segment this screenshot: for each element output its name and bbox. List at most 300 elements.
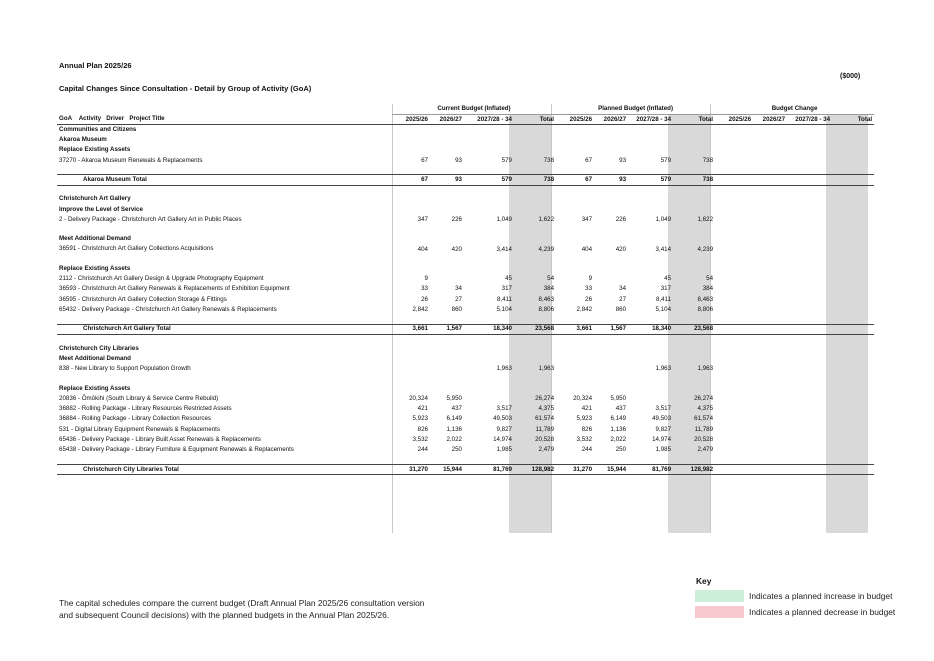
- current-value-cell: 420: [451, 245, 462, 253]
- change-value-cell: [787, 305, 832, 315]
- driver-row: [57, 204, 874, 214]
- planned-value-cell: 67: [556, 175, 594, 185]
- change-value-cell: [787, 234, 832, 244]
- planned-value-cell: 421: [581, 405, 593, 413]
- current-value-cell: 384: [543, 285, 555, 293]
- current-value-cell: [464, 394, 514, 404]
- current-value-cell: [514, 145, 556, 155]
- project-row: [57, 394, 874, 404]
- current-value-cell: [430, 125, 464, 135]
- change-value-cell: [787, 135, 832, 145]
- current-value-cell: 826: [417, 425, 428, 433]
- decrease-swatch: [695, 606, 744, 618]
- planned-value-cell: 250: [615, 446, 627, 454]
- key-item-decrease-label: Indicates a planned decrease in budget: [749, 607, 896, 617]
- current-value-cell: [392, 354, 430, 364]
- planned-value-cell: 347: [581, 215, 593, 223]
- change-value-cell: [787, 404, 832, 414]
- planned-value-cell: 27: [619, 295, 627, 303]
- change-value-cell: [753, 155, 787, 165]
- spacer-row: [57, 255, 874, 264]
- change-value-cell: [715, 215, 753, 225]
- change-value-cell: [715, 284, 753, 294]
- change-value-cell: [832, 305, 874, 315]
- planned-value-cell: 54: [706, 275, 714, 283]
- current-value-cell: 579: [464, 175, 514, 185]
- planned-value-cell: 384: [702, 285, 714, 293]
- change-value-cell: [832, 234, 874, 244]
- planned-value-cell: [673, 145, 715, 155]
- spacer-cell: [57, 185, 874, 194]
- planned-value-cell: [556, 264, 594, 274]
- key-item-increase: [695, 590, 892, 602]
- key-item-decrease: [695, 606, 895, 618]
- current-value-cell: [514, 135, 556, 145]
- planned-value-cell: [594, 354, 628, 364]
- spacer-cell: [57, 315, 874, 324]
- current-value-cell: 738: [543, 156, 555, 164]
- current-value-cell: [430, 383, 464, 393]
- change-value-cell: [753, 445, 787, 455]
- change-value-cell: [715, 414, 753, 424]
- goa-label: Communities and Citizens: [59, 126, 137, 134]
- change-value-cell: [753, 135, 787, 145]
- planned-value-cell: [556, 354, 594, 364]
- current-value-cell: 67: [421, 156, 428, 164]
- change-value-cell: [715, 204, 753, 214]
- current-value-cell: [464, 264, 514, 274]
- current-value-cell: 20,324: [409, 394, 428, 402]
- change-value-cell: [832, 194, 874, 204]
- current-value-cell: [464, 234, 514, 244]
- current-value-cell: [392, 383, 430, 393]
- project-label: 65436 - Delivery Package - Library Built Asset Renewals & Replacements: [59, 435, 261, 443]
- current-value-cell: 579: [501, 156, 512, 164]
- project-row: [57, 445, 874, 455]
- change-value-cell: [715, 324, 753, 334]
- column-header-change-total: Total: [832, 114, 874, 124]
- driver-row: [57, 234, 874, 244]
- current-value-cell: 6,149: [446, 415, 462, 423]
- footnote: [59, 597, 424, 621]
- planned-value-cell: 738: [702, 156, 714, 164]
- change-value-cell: [753, 383, 787, 393]
- planned-value-cell: 9: [588, 275, 593, 283]
- change-value-cell: [715, 234, 753, 244]
- current-value-cell: [430, 145, 464, 155]
- project-row: [57, 215, 874, 225]
- header-blank: [57, 104, 392, 114]
- planned-value-cell: 1,963: [697, 365, 714, 373]
- planned-value-cell: 8,806: [697, 306, 714, 314]
- planned-value-cell: [628, 394, 673, 404]
- current-value-cell: 1,622: [538, 215, 555, 223]
- spacer-cell: [57, 166, 874, 175]
- planned-value-cell: 244: [581, 446, 593, 454]
- change-value-cell: [832, 244, 874, 254]
- change-value-cell: [787, 264, 832, 274]
- planned-value-cell: 579: [660, 156, 672, 164]
- current-value-cell: 54: [547, 275, 555, 283]
- current-value-cell: 27: [455, 295, 462, 303]
- current-value-cell: 8,463: [538, 295, 555, 303]
- change-value-cell: [715, 354, 753, 364]
- spacer-cell: [57, 334, 874, 343]
- spacer-row: [57, 225, 874, 234]
- current-value-cell: 437: [451, 405, 462, 413]
- change-value-cell: [753, 354, 787, 364]
- total-row: [57, 324, 874, 334]
- current-value-cell: 3,517: [496, 405, 512, 413]
- planned-value-cell: 15,944: [594, 464, 628, 474]
- planned-value-cell: 5,950: [610, 394, 627, 402]
- planned-value-cell: 3,517: [655, 405, 672, 413]
- change-value-cell: [753, 305, 787, 315]
- current-value-cell: 347: [417, 215, 428, 223]
- current-value-cell: [392, 125, 430, 135]
- change-value-cell: [715, 435, 753, 445]
- current-value-cell: 45: [505, 275, 512, 283]
- planned-value-cell: 3,661: [556, 324, 594, 334]
- spacer-cell: [57, 255, 874, 264]
- spacer-cell: [57, 374, 874, 383]
- planned-value-cell: [594, 383, 628, 393]
- current-value-cell: 3,532: [412, 435, 428, 443]
- spacer-cell: [57, 475, 874, 484]
- project-row: [57, 155, 874, 165]
- current-value-cell: 226: [451, 215, 462, 223]
- current-value-cell: 31,270: [392, 464, 430, 474]
- change-value-cell: [715, 294, 753, 304]
- change-value-cell: [715, 404, 753, 414]
- current-value-cell: 49,503: [493, 415, 512, 423]
- planned-value-cell: [673, 234, 715, 244]
- project-row: [57, 414, 874, 424]
- column-header-planned-2027-34: 2027/28 - 34: [628, 114, 673, 124]
- planned-value-cell: 2,479: [697, 446, 714, 454]
- project-row: [57, 244, 874, 254]
- planned-value-cell: 26,274: [694, 394, 714, 402]
- change-value-cell: [787, 155, 832, 165]
- change-value-cell: [832, 175, 874, 185]
- current-value-cell: [430, 204, 464, 214]
- current-value-cell: [514, 264, 556, 274]
- change-value-cell: [787, 445, 832, 455]
- planned-value-cell: [673, 135, 715, 145]
- project-label: 36882 - Rolling Package - Library Resources Restricted Assets: [59, 404, 232, 412]
- planned-value-cell: [628, 354, 673, 364]
- planned-value-cell: 226: [615, 215, 627, 223]
- change-value-cell: [753, 424, 787, 434]
- planned-value-cell: [673, 264, 715, 274]
- change-value-cell: [715, 194, 753, 204]
- activity-label: Christchurch City Libraries: [59, 344, 139, 352]
- footnote-line-1: The capital schedules compare the current budget (Draft Annual Plan 2025/26 consultation version: [59, 598, 425, 608]
- project-label: 2112 - Christchurch Art Gallery Design & Upgrade Photography Equipment: [59, 274, 264, 282]
- planned-value-cell: [628, 194, 673, 204]
- change-value-cell: [787, 464, 832, 474]
- planned-value-cell: [556, 194, 594, 204]
- project-label: 531 - Digital Library Equipment Renewals & Replacements: [59, 425, 220, 433]
- current-value-cell: 14,974: [493, 435, 512, 443]
- planned-value-cell: [594, 145, 628, 155]
- current-value-cell: [430, 234, 464, 244]
- current-value-cell: 1,985: [496, 446, 512, 454]
- current-value-cell: 5,923: [412, 415, 428, 423]
- driver-row: [57, 383, 874, 393]
- planned-value-cell: [628, 204, 673, 214]
- planned-value-cell: 18,340: [628, 324, 673, 334]
- current-value-cell: 9,827: [496, 425, 512, 433]
- current-value-cell: [514, 194, 556, 204]
- current-value-cell: [392, 364, 430, 374]
- change-value-cell: [753, 244, 787, 254]
- goa-row: [57, 125, 874, 135]
- column-header-current-2027-34: 2027/28 - 34: [464, 114, 514, 124]
- change-value-cell: [832, 155, 874, 165]
- key-item-increase-label: Indicates a planned increase in budget: [749, 591, 893, 601]
- footnote-line-2: and subsequent Council decisions) with the planned budgets in the Annual Plan 2025/26.: [59, 610, 390, 620]
- planned-value-cell: [594, 274, 628, 284]
- current-value-cell: 860: [451, 306, 462, 314]
- current-value-cell: [430, 274, 464, 284]
- planned-value-cell: 61,574: [694, 415, 714, 423]
- activity-label: Akaroa Museum: [59, 136, 107, 144]
- planned-value-cell: 45: [664, 275, 672, 283]
- change-value-cell: [832, 324, 874, 334]
- change-value-cell: [753, 234, 787, 244]
- change-value-cell: [832, 354, 874, 364]
- spacer-row: [57, 315, 874, 324]
- planned-value-cell: [556, 343, 594, 353]
- change-value-cell: [787, 343, 832, 353]
- current-value-cell: [430, 264, 464, 274]
- document-subtitle: Capital Changes Since Consultation - Detail by Group of Activity (GoA): [59, 84, 312, 93]
- current-value-cell: 9: [424, 275, 428, 283]
- planned-value-cell: [594, 135, 628, 145]
- planned-value-cell: [673, 125, 715, 135]
- change-value-cell: [715, 145, 753, 155]
- group-header-current-budget: Current Budget (Inflated): [392, 104, 556, 114]
- planned-value-cell: 860: [615, 306, 627, 314]
- change-value-cell: [715, 343, 753, 353]
- current-value-cell: [392, 204, 430, 214]
- column-header-planned-total: Total: [673, 114, 715, 124]
- planned-value-cell: [594, 364, 628, 374]
- driver-label: Meet Additional Demand: [59, 354, 131, 362]
- planned-value-cell: 23,568: [673, 324, 715, 334]
- change-value-cell: [832, 294, 874, 304]
- current-value-cell: [464, 343, 514, 353]
- change-value-cell: [787, 244, 832, 254]
- change-value-cell: [832, 383, 874, 393]
- current-value-cell: [464, 354, 514, 364]
- planned-value-cell: 4,239: [697, 245, 714, 253]
- change-value-cell: [715, 424, 753, 434]
- project-row: [57, 274, 874, 284]
- current-value-cell: 404: [417, 245, 428, 253]
- current-value-cell: [430, 343, 464, 353]
- planned-value-cell: [556, 135, 594, 145]
- planned-value-cell: [673, 194, 715, 204]
- planned-value-cell: 738: [673, 175, 715, 185]
- current-value-cell: 3,414: [496, 245, 512, 253]
- column-header-activity: Activity: [78, 115, 102, 123]
- change-value-cell: [715, 364, 753, 374]
- change-value-cell: [753, 343, 787, 353]
- project-row: [57, 305, 874, 315]
- planned-value-cell: 437: [615, 405, 627, 413]
- change-value-cell: [753, 364, 787, 374]
- planned-value-cell: 1,567: [594, 324, 628, 334]
- change-value-cell: [753, 264, 787, 274]
- change-value-cell: [787, 194, 832, 204]
- driver-label: Replace Existing Assets: [59, 146, 131, 154]
- planned-value-cell: 6,149: [610, 415, 627, 423]
- current-value-cell: [392, 234, 430, 244]
- current-value-cell: 26: [421, 295, 428, 303]
- current-value-cell: [514, 204, 556, 214]
- planned-value-cell: 5,104: [655, 306, 672, 314]
- change-value-cell: [753, 294, 787, 304]
- change-value-cell: [753, 215, 787, 225]
- current-value-cell: [514, 383, 556, 393]
- change-value-cell: [787, 215, 832, 225]
- change-value-cell: [832, 145, 874, 155]
- change-value-cell: [715, 244, 753, 254]
- current-value-cell: 1,049: [496, 215, 512, 223]
- capital-schedule-table: [57, 104, 874, 484]
- planned-value-cell: 317: [660, 285, 672, 293]
- column-header-change-2025-26: 2025/26: [715, 114, 753, 124]
- column-header-driver: Driver: [106, 115, 125, 123]
- planned-value-cell: [628, 145, 673, 155]
- planned-value-cell: [556, 383, 594, 393]
- change-value-cell: [715, 464, 753, 474]
- change-value-cell: [787, 324, 832, 334]
- activity-label: Christchurch Art Gallery: [59, 195, 131, 203]
- activity-row: [57, 343, 874, 353]
- change-value-cell: [832, 414, 874, 424]
- project-row: [57, 424, 874, 434]
- current-value-cell: 15,944: [430, 464, 464, 474]
- current-value-cell: 1,567: [430, 324, 464, 334]
- project-label: 36595 - Christchurch Art Gallery Collection Storage & Fittings: [59, 295, 227, 303]
- spacer-row: [57, 374, 874, 383]
- planned-value-cell: 20,324: [573, 394, 593, 402]
- current-value-cell: [514, 354, 556, 364]
- change-value-cell: [832, 424, 874, 434]
- current-value-cell: 26,274: [535, 394, 555, 402]
- project-row: [57, 435, 874, 445]
- current-value-cell: 1,136: [446, 425, 462, 433]
- planned-value-cell: 31,270: [556, 464, 594, 474]
- project-label: 36591 - Christchurch Art Gallery Collections Acquisitions: [59, 245, 214, 253]
- total-row: [57, 175, 874, 185]
- planned-value-cell: 404: [581, 245, 593, 253]
- planned-value-cell: 2,022: [610, 435, 627, 443]
- document-title: Annual Plan 2025/26: [59, 61, 132, 70]
- project-label: 838 - New Library to Support Population Growth: [59, 365, 191, 373]
- change-value-cell: [832, 435, 874, 445]
- project-label: 37270 - Akaroa Museum Renewals & Replacements: [59, 156, 203, 164]
- current-value-cell: 738: [514, 175, 556, 185]
- current-value-cell: [464, 194, 514, 204]
- current-value-cell: 3,661: [392, 324, 430, 334]
- planned-value-cell: 420: [615, 245, 627, 253]
- change-value-cell: [832, 364, 874, 374]
- current-value-cell: 5,104: [496, 306, 512, 314]
- project-row: [57, 294, 874, 304]
- current-value-cell: 61,574: [535, 415, 555, 423]
- change-value-cell: [832, 445, 874, 455]
- project-label: 36593 - Christchurch Art Gallery Renewals & Replacements of Exhibition Equipment: [59, 285, 290, 293]
- group-header-planned-budget: Planned Budget (Inflated): [556, 104, 715, 114]
- current-value-cell: [464, 125, 514, 135]
- activity-row: [57, 135, 874, 145]
- driver-row: [57, 145, 874, 155]
- planned-value-cell: 33: [585, 285, 593, 293]
- current-value-cell: [430, 364, 464, 374]
- spacer-row: [57, 166, 874, 175]
- current-value-cell: 5,950: [446, 394, 462, 402]
- current-value-cell: 244: [417, 446, 428, 454]
- current-value-cell: 128,982: [514, 464, 556, 474]
- activity-row: [57, 194, 874, 204]
- planned-value-cell: [594, 234, 628, 244]
- planned-value-cell: 1,985: [655, 446, 672, 454]
- current-value-cell: [430, 354, 464, 364]
- current-value-cell: [430, 194, 464, 204]
- change-value-cell: [715, 274, 753, 284]
- project-label: 36884 - Rolling Package - Library Collection Resources: [59, 415, 212, 423]
- planned-value-cell: [628, 234, 673, 244]
- total-row: [57, 464, 874, 474]
- project-label: 20836 - Ōmōkihi (South Library & Service Centre Rebuild): [59, 394, 219, 402]
- planned-value-cell: [628, 264, 673, 274]
- change-value-cell: [832, 394, 874, 404]
- current-value-cell: 67: [392, 175, 430, 185]
- spacer-row: [57, 334, 874, 343]
- current-value-cell: 93: [455, 156, 462, 164]
- current-value-cell: 34: [455, 285, 462, 293]
- current-value-cell: [392, 135, 430, 145]
- planned-value-cell: [556, 234, 594, 244]
- current-value-cell: 11,789: [535, 425, 555, 433]
- change-value-cell: [715, 155, 753, 165]
- current-value-cell: 8,806: [538, 306, 555, 314]
- planned-value-cell: 2,842: [576, 306, 593, 314]
- current-value-cell: 1,963: [538, 365, 555, 373]
- column-header-goa: GoA: [59, 115, 73, 123]
- group-header-budget-change: Budget Change: [715, 104, 874, 114]
- change-value-cell: [832, 204, 874, 214]
- change-value-cell: [787, 364, 832, 374]
- planned-value-cell: [594, 204, 628, 214]
- planned-value-cell: [628, 135, 673, 145]
- planned-value-cell: 1,963: [655, 365, 672, 373]
- planned-value-cell: [594, 264, 628, 274]
- planned-value-cell: 5,923: [576, 415, 593, 423]
- change-value-cell: [832, 135, 874, 145]
- change-value-cell: [787, 354, 832, 364]
- planned-value-cell: [594, 125, 628, 135]
- change-value-cell: [787, 394, 832, 404]
- change-value-cell: [832, 284, 874, 294]
- planned-value-cell: [673, 204, 715, 214]
- key-title: Key: [696, 576, 712, 586]
- driver-label: Improve the Level of Service: [59, 205, 143, 213]
